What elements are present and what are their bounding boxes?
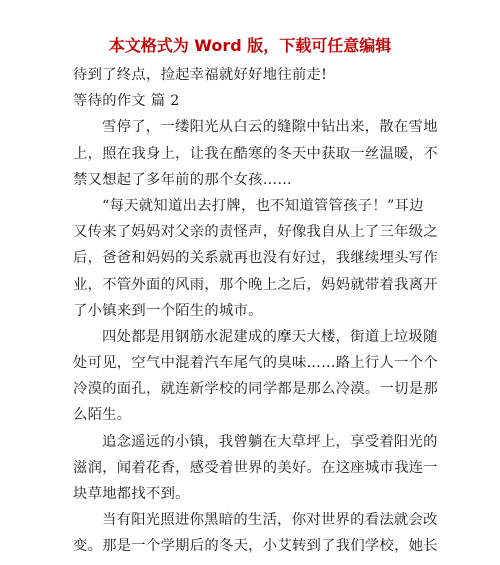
text-line: 追念遥远的小镇，我曾躺在大草坪上，享受着阳光的 — [102, 433, 438, 450]
text-line: 处可见，空气中混着汽车尾气的臭味……路上行人一个个 — [73, 355, 438, 372]
text-line: 么陌生。 — [73, 407, 132, 424]
text-line: 滋润，闻着花香，感受着世界的美好。在这座城市我连一 — [73, 459, 438, 476]
text-line: “每天就知道出去打牌，也不知道管管孩子！”耳边 — [102, 197, 424, 214]
text-line: 后，爸爸和妈妈的关系就再也没有好过，我继续埋头写作 — [73, 250, 438, 267]
article-body — [73, 62, 438, 560]
text-line: 当有阳光照进你黑暗的生活，你对世界的看法就会改 — [102, 512, 438, 529]
text-line: 待到了终点，捡起幸福就好好地往前走! — [73, 67, 328, 83]
text-line: 四处都是用钢筋水泥建成的摩天大楼，街道上垃圾随 — [102, 328, 438, 345]
essay-heading: 等待的作文 篇 2 — [73, 93, 180, 110]
text-line: 上，照在我身上，让我在酷寒的冬天中获取一丝温暖，不 — [73, 145, 438, 162]
text-line: 变。那是一个学期后的冬天，小艾转到了我们学校，她长 — [73, 538, 438, 555]
text-line: 禁又想起了多年前的那个女孩…… — [73, 171, 292, 188]
text-line: 冷漠的面孔，就连新学校的同学都是那么冷漠。一切是那 — [73, 381, 438, 398]
text-line: 业，不管外面的风雨，那个晚上之后，妈妈就带着我离开 — [73, 276, 438, 293]
text-line: 又传来了妈妈对父亲的责怪声，好像我自从上了三年级之 — [73, 224, 438, 241]
text-line: 块草地都找不到。 — [73, 486, 190, 502]
text-line: 雪停了，一缕阳光从白云的缝隙中钻出来，散在雪地 — [102, 119, 438, 136]
format-banner: 本文格式为 Word 版，下载可任意编辑 — [108, 36, 392, 55]
text-line: 了小镇来到一个陌生的城市。 — [73, 302, 263, 319]
